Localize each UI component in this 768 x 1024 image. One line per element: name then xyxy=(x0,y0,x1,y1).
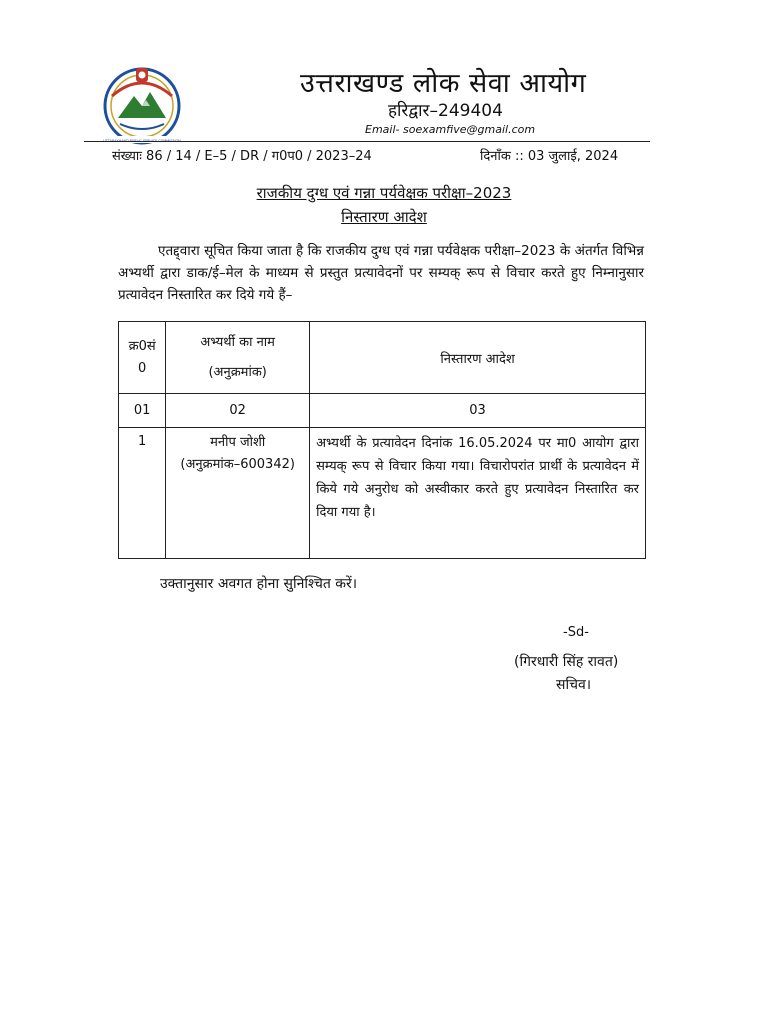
org-city: हरिद्वार–249404 xyxy=(388,101,503,121)
reference-number: संख्याः 86 / 14 / E–5 / DR / ग0प0 / 2023–24 xyxy=(112,149,372,164)
table-row xyxy=(119,428,646,559)
header-serial-no xyxy=(119,322,166,394)
header-disposal-order: निस्तारण आदेश xyxy=(310,322,646,394)
signature-sd: -Sd- xyxy=(563,625,589,640)
header-divider xyxy=(84,141,650,142)
logo-caption: UTTARAKHAND PUBLIC SERVICE COMMISSION xyxy=(103,139,181,143)
header-serial-no-line2: 0 xyxy=(137,360,147,376)
exam-title xyxy=(0,183,768,203)
header-candidate-name xyxy=(166,322,310,394)
row-disposal-order: अभ्यर्थी के प्रत्यावेदन दिनांक 16.05.2024 पर मा0 आयोग द्वारा सम्यक् रूप से विचार किया गया। विचारोपरांत प्रार्थी के प्रत्यावेदन में किये गये अनुरोध को अस्वीकार करते हुए प्रत्यावेदन निस्तारित कर दिया गया है। xyxy=(310,428,646,559)
closing-line: उक्तानुसार अवगत होना सुनिश्चित करें। xyxy=(160,576,358,592)
org-email: Email- soexamfive@gmail.com xyxy=(365,123,536,136)
header-candidate-name-line1: अभ्यर्थी का नाम xyxy=(200,334,275,350)
org-name: उत्तराखण्ड लोक सेवा आयोग xyxy=(300,68,587,99)
header-candidate-name-line2: (अनुक्रमांक) xyxy=(208,364,267,380)
header-serial-no-line1: क्र0सं xyxy=(128,338,156,354)
column-number: 01 xyxy=(119,394,166,428)
order-date: दिनाँक :: 03 जुलाई, 2024 xyxy=(480,149,619,164)
signatory-title: सचिव। xyxy=(556,677,592,693)
candidate-roll-number: (अनुक्रमांक–600342) xyxy=(180,457,295,472)
commission-logo xyxy=(98,62,186,146)
signatory-name: (गिरधारी सिंह रावत) xyxy=(514,654,619,670)
order-type xyxy=(0,207,768,227)
row-serial-no: 1 xyxy=(119,428,166,559)
mountain-icon xyxy=(118,92,166,118)
decision-table xyxy=(118,321,646,559)
candidate-name: मनीप जोशी xyxy=(210,435,266,450)
order-type-text: निस्तारण आदेश xyxy=(341,208,427,226)
column-number: 03 xyxy=(310,394,646,428)
column-number: 02 xyxy=(166,394,310,428)
table-column-number-row xyxy=(119,394,646,428)
intro-paragraph: एतद्द्वारा सूचित किया जाता है कि राजकीय दुग्ध एवं गन्ना पर्यवेक्षक परीक्षा–2023 के अंतर्गत विभिन्न अभ्यर्थी द्वारा डाक/ई–मेल के माध्यम से प्रस्तुत प्रत्यावेदनों पर सम्यक् रूप से विचार करते हुए निम्नानुसार प्रत्यावेदन निस्तारित कर दिये गये हैं– xyxy=(118,243,644,303)
exam-title-text: राजकीय दुग्ध एवं गन्ना पर्यवेक्षक परीक्षा–2023 xyxy=(256,184,512,202)
table-header-row xyxy=(119,322,646,394)
row-candidate xyxy=(166,428,310,559)
